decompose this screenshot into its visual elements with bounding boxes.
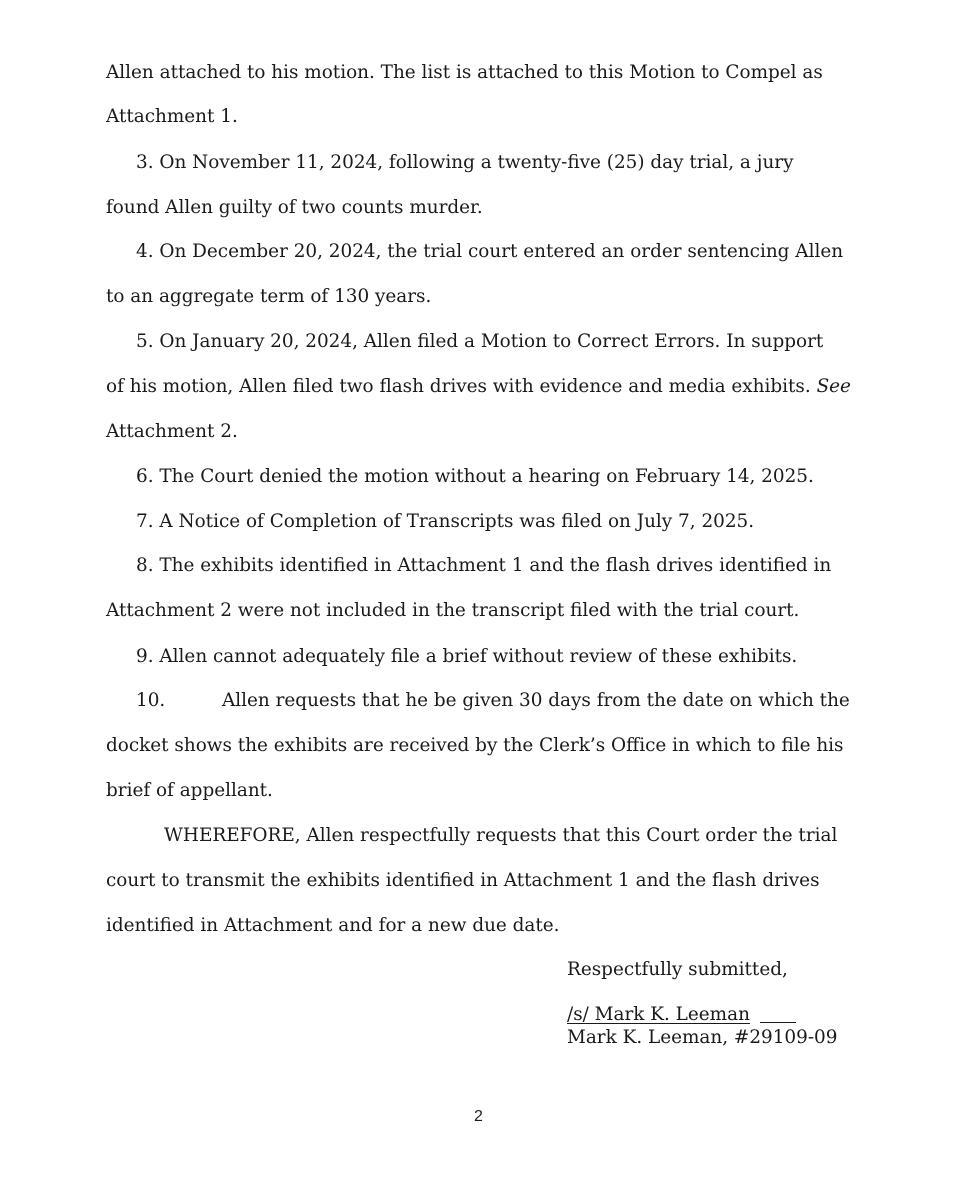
signature-underline (760, 1022, 796, 1023)
paragraph-line: court to transmit the exhibits identified in Attachment 1 and the flash drives (106, 870, 820, 891)
numbered-item-9: 9. Allen cannot adequately file a brief without review of these exhibits. (136, 646, 798, 667)
paragraph-line: brief of appellant. (106, 780, 273, 801)
paragraph-line: identified in Attachment and for a new due date. (106, 915, 560, 936)
numbered-item-10: Allen requests that he be given 30 days from the date on which the (222, 690, 850, 711)
numbered-item-3: 3. On November 11, 2024, following a twenty-five (25) day trial, a jury (136, 152, 794, 173)
paragraph-line: docket shows the exhibits are received by the Clerk’s Office in which to file his (106, 735, 844, 756)
numbered-item-6: 6. The Court denied the motion without a hearing on February 14, 2025. (136, 466, 814, 487)
paragraph-line: to an aggregate term of 130 years. (106, 286, 432, 307)
electronic-signature: /s/ Mark K. Leeman (567, 1004, 750, 1025)
numbered-item-5: 5. On January 20, 2024, Allen filed a Motion to Correct Errors. In support (136, 331, 824, 352)
paragraph-line: found Allen guilty of two counts murder. (106, 197, 483, 218)
page-number: 2 (474, 1108, 483, 1125)
numbered-item-4: 4. On December 20, 2024, the trial court entered an order sentencing Allen (136, 241, 844, 262)
paragraph-line (106, 375, 851, 399)
numbered-item-10-number: 10. (136, 690, 166, 711)
signature-line (567, 1003, 750, 1027)
paragraph-line: Allen attached to his motion. The list is attached to this Motion to Compel as (106, 62, 823, 83)
paragraph-line: Attachment 2 were not included in the transcript filed with the trial court. (106, 600, 800, 621)
numbered-item-8: 8. The exhibits identified in Attachment 1 and the flash drives identified in (136, 555, 832, 576)
paragraph-line: Attachment 1. (106, 106, 238, 127)
attorney-name: Mark K. Leeman, #29109-09 (567, 1027, 838, 1048)
paragraph-text: of his motion, Allen filed two flash drives with evidence and media exhibits. (106, 376, 817, 397)
numbered-item-7: 7. A Notice of Completion of Transcripts was filed on July 7, 2025. (136, 511, 755, 532)
see-signal: See (816, 376, 851, 397)
closing-line: Respectfully submitted, (567, 959, 788, 980)
wherefore-clause: WHEREFORE, Allen respectfully requests that this Court order the trial (164, 825, 838, 846)
paragraph-line: Attachment 2. (106, 421, 238, 442)
